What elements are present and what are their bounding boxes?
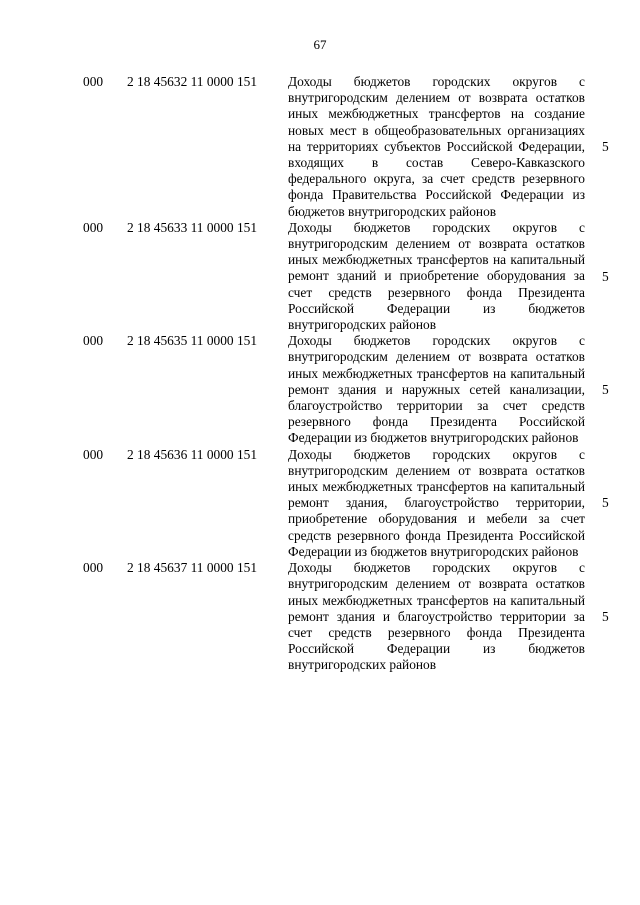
income-description-cell: Доходы бюджетов городских округов с внутригородским делением от возврата остатков иных межбюджетных трансфертов на создание новых мест в общеобразовательных организациях на территориях субъектов Российской Федерации, входящих в состав Северо-Кавказского федерального округа, за счет средств резервного фонда Правительства Российской Федерации из бюджетов внутригородских районов [288, 74, 585, 219]
table-row [0, 560, 640, 673]
norm-value-cell: 5 [602, 381, 609, 397]
budget-classification-code-cell: 2 18 45633 11 0000 151 [127, 219, 258, 235]
admin-code-cell: 000 [83, 333, 104, 349]
norm-value-cell: 5 [602, 268, 609, 284]
page-number: 67 [313, 37, 327, 52]
table-row [0, 333, 640, 446]
norm-value-cell: 5 [602, 495, 609, 511]
income-description-cell: Доходы бюджетов городских округов с внутригородским делением от возврата остатков иных межбюджетных трансфертов на капитальный ремонт зданий и приобретение оборудования за счет средств резервного фонда Президента Российской Федерации из бюджетов внутригородских районов [288, 219, 585, 333]
admin-code-cell: 000 [83, 560, 104, 576]
budget-classification-code-cell: 2 18 45635 11 0000 151 [127, 333, 258, 349]
admin-code-cell: 000 [83, 74, 104, 89]
income-description-cell: Доходы бюджетов городских округов с внутригородским делением от возврата остатков иных межбюджетных трансфертов на капитальный ремонт здания и наружных сетей канализации, благоустройство территории за счет средств резервного фонда Президента Российской Федерации из бюджетов внутригородских районов [288, 333, 585, 446]
budget-codes-table [0, 74, 640, 674]
table-row [0, 74, 640, 220]
budget-classification-code-cell: 2 18 45636 11 0000 151 [127, 446, 258, 462]
table-row [0, 447, 640, 560]
norm-value-cell: 5 [602, 608, 609, 624]
income-description-cell: Доходы бюджетов городских округов с внутригородским делением от возврата остатков иных межбюджетных трансфертов на капитальный ремонт здания и благоустройство территории за счет средств резервного фонда Президента Российской Федерации из бюджетов внутригородских районов [288, 560, 585, 673]
admin-code-cell: 000 [83, 219, 104, 235]
budget-classification-code-cell: 2 18 45632 11 0000 151 [127, 74, 258, 89]
table-row [0, 220, 640, 333]
income-description-cell: Доходы бюджетов городских округов с внутригородским делением от возврата остатков иных межбюджетных трансфертов на капитальный ремонт здания, благоустройство территории, приобретение оборудования и мебели за счет средств резервного фонда Президента Российской Федерации из бюджетов внутригородских районов [288, 446, 585, 559]
norm-value-cell: 5 [602, 138, 609, 154]
budget-classification-code-cell: 2 18 45637 11 0000 151 [127, 560, 258, 576]
admin-code-cell: 000 [83, 446, 104, 462]
